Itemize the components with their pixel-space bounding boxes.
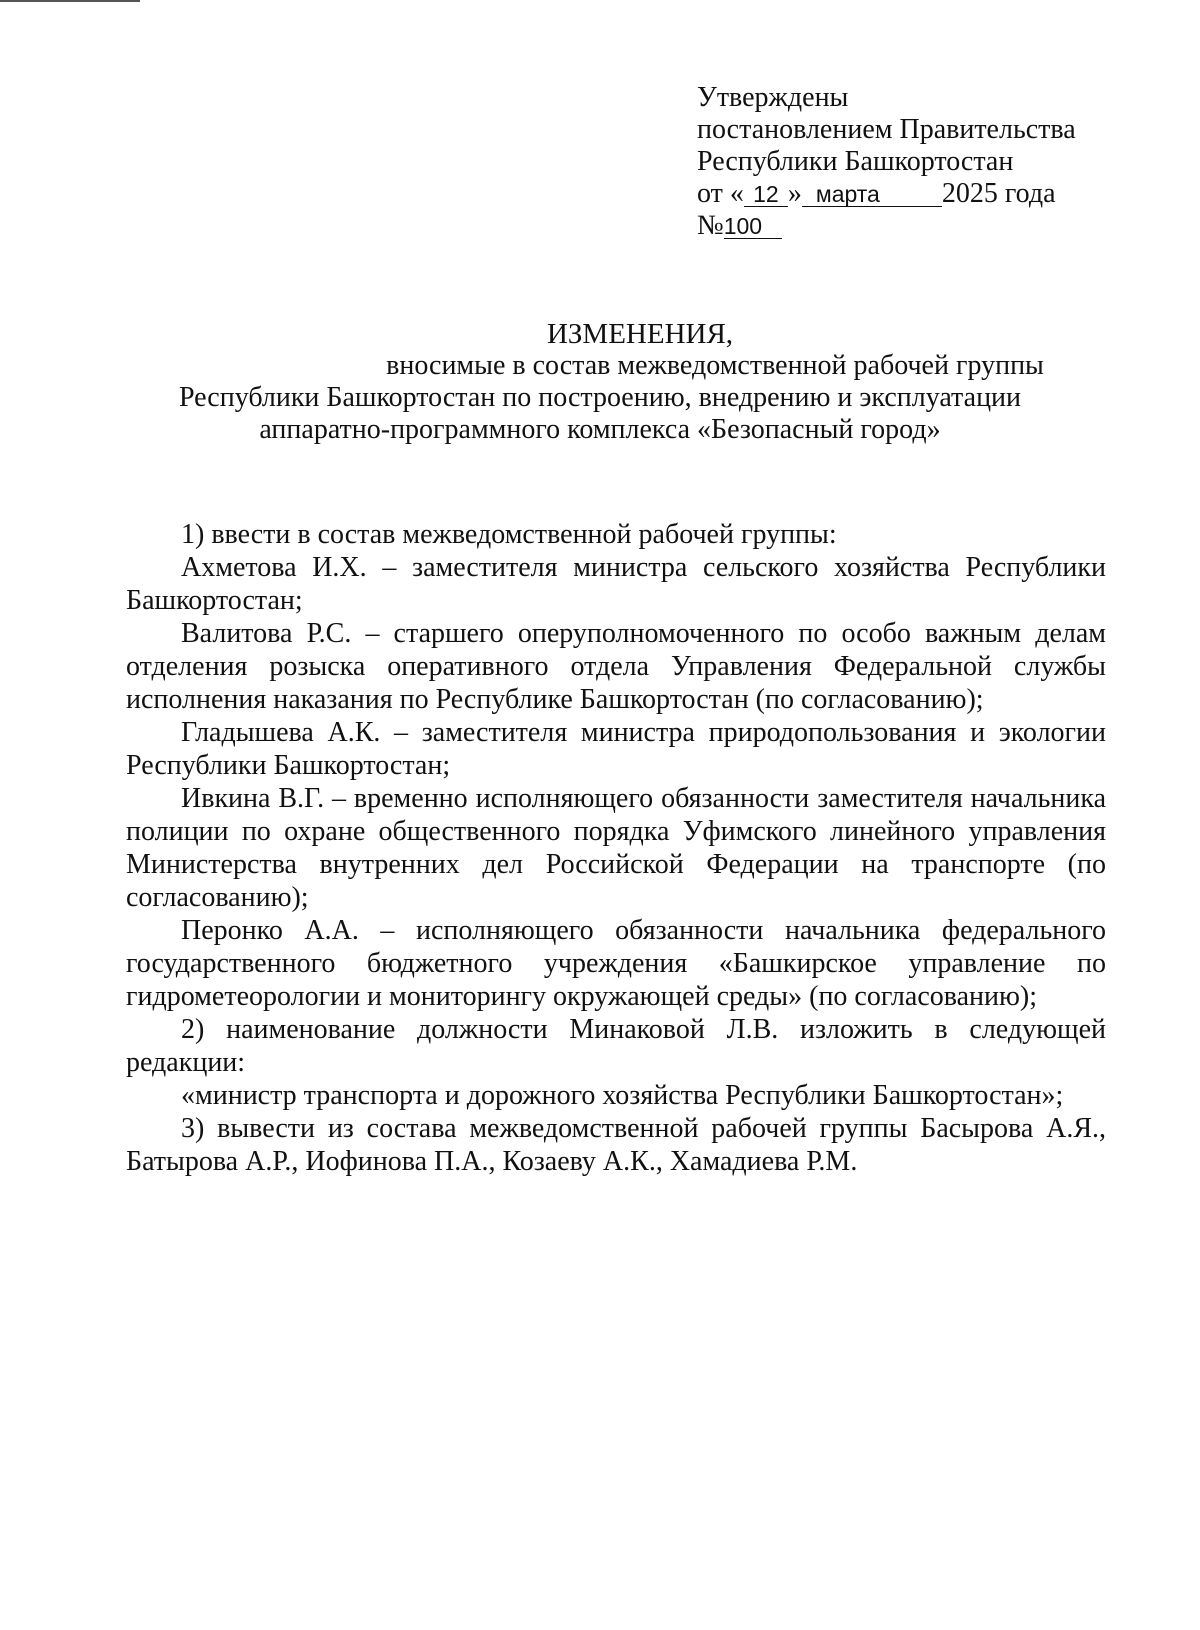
approval-line-1: Утверждены [697,82,849,113]
date-prefix: от « [697,178,744,209]
paragraph-item-3: 3) вывести из состава межведомственной рабочей группы Басырова А.Я., Батырова А.Р., Иофинова П.А., Козаеву А.К., Хамадиева Р.М. [126,1113,1106,1177]
paragraph-item-2: 2) наименование должности Минаковой Л.В. изложить в следующей редакции: [126,1014,1106,1078]
date-mid: » [787,178,802,209]
document-title [0,318,1200,446]
title-heading: ИЗМЕНЕНИЯ, [546,318,734,350]
date-month: марта [802,182,942,207]
paragraph-ivkin: Ивкина В.Г. – временно исполняющего обязанности заместителя начальника полиции по охране общественного порядка Уфимского линейного управления Министерства внутренних дел Российской Федерации на транспорте (по согласованию); [126,783,1106,913]
paragraph-peronko: Перонко А.А. – исполняющего обязанности начальника федерального государственного бюджетного учреждения «Башкирское управление по гидрометеорологии и мониторингу окружающей среды» (по согласованию); [126,915,1106,1012]
document-body [126,518,1106,1178]
number-prefix: № [697,210,724,241]
approval-number-line [697,210,1117,242]
title-line-3: аппаратно-программного комплекса «Безопасный город» [259,414,941,445]
date-year: 2025 года [941,178,1056,209]
paragraph-valitov: Валитова Р.С. – старшего оперуполномоченного по особо важным делам отделения розыска оперативного отдела Управления Федеральной службы исполнения наказания по Республике Башкортостан (по согласованию); [126,618,1106,715]
top-edge-rule [0,0,140,2]
approval-line-2: постановлением Правительства [697,114,1076,145]
approval-date-line [697,178,1117,210]
paragraph-gladyshev: Гладышева А.К. – заместителя министра природопользования и экологии Республики Башкортостан; [126,717,1106,781]
number-value: 100 [724,214,782,239]
paragraph-akhmetov: Ахметова И.Х. – заместителя министра сельского хозяйства Республики Башкортостан; [126,552,1106,616]
title-line-1: вносимые в состав межведомственной рабочей группы [386,350,1044,381]
paragraph-item-1: 1) ввести в состав межведомственной рабочей группы: [181,519,837,550]
paragraph-minakova-title: «министр транспорта и дорожного хозяйства Республики Башкортостан»; [181,1080,1064,1111]
approval-line-3: Республики Башкортостан [697,146,1014,177]
approval-block [697,82,1117,242]
date-day: 12 [744,182,788,207]
title-line-2: Республики Башкортостан по построению, внедрению и эксплуатации [178,382,1022,413]
